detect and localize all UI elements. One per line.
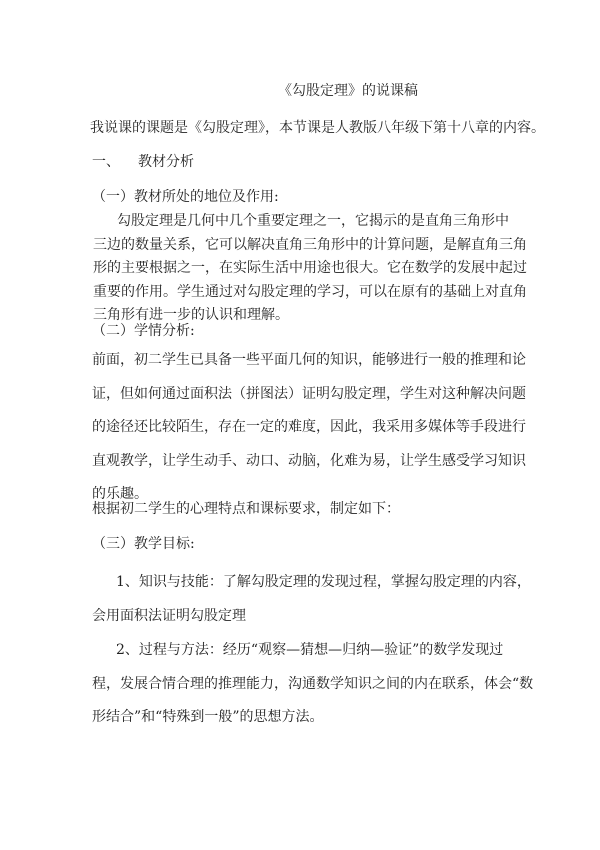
section-heading-1 bbox=[92, 151, 194, 171]
intro-paragraph: 我说课的课题是《勾股定理》，本节课是人教版八年级下第十八章的内容。 bbox=[90, 120, 545, 136]
text-line: 三边的数量关系，它可以解决直角三角形中的计算问题，是解直角三角 bbox=[93, 236, 527, 253]
text-line: 形的主要根据之一，在实际生活中用途也很大。它在数学的发展中起过 bbox=[93, 260, 527, 276]
subsection-heading-3: （三）教学目标: bbox=[92, 536, 195, 552]
text-line: 前面，初二学生已具备一些平面几何的知识，能够进行一般的推理和论 bbox=[92, 352, 526, 368]
section-title: 教材分析 bbox=[138, 154, 194, 170]
text-line: 重要的作用。学生通过对勾股定理的学习，可以在原有的基础上对直角 bbox=[93, 283, 527, 300]
text-line: 的途径还比较陌生，存在一定的难度，因此，我采用多媒体等手段进行 bbox=[92, 419, 526, 435]
text-line: 直观教学，让学生动手、动口、动脑，化难为易，让学生感受学习知识 bbox=[92, 452, 526, 469]
goal-process-methods bbox=[92, 634, 533, 735]
text-line: 证，但如何通过面积法（拼图法）证明勾股定理，学生对这种解决问题 bbox=[92, 385, 526, 402]
document-title: 《勾股定理》的说课稿 bbox=[278, 83, 418, 99]
text-line: 2、过程与方法：经历“观察—猜想—归纳—验证”的数学发现过 bbox=[116, 642, 504, 658]
paragraph-textbook-role bbox=[93, 210, 557, 328]
text-line: 的乐趣。 bbox=[92, 486, 148, 502]
text-line: 程，发展合情合理的推理能力，沟通数学知识之间的内在联系，体会“数 bbox=[92, 675, 534, 692]
subsection-heading-1: （一）教材所处的地位及作用: bbox=[92, 189, 279, 205]
subsection-heading-2: （二）学情分析: bbox=[92, 323, 195, 339]
section-number: 一、 bbox=[92, 154, 120, 170]
goal-knowledge-skills bbox=[92, 566, 531, 633]
text-line: 三角形有进一步的认识和理解。 bbox=[93, 307, 289, 323]
basis-paragraph: 根据初二学生的心理特点和课标要求，制定如下： bbox=[92, 501, 400, 517]
paragraph-student-analysis bbox=[92, 344, 526, 512]
text-line: 勾股定理是几何中几个重要定理之一，它揭示的是直角三角形中 bbox=[117, 213, 509, 229]
text-line: 形结合”和“特殊到一般”的思想方法。 bbox=[92, 709, 324, 725]
text-line: 会用面积法证明勾股定理 bbox=[92, 607, 246, 624]
text-line: 1、知识与技能：了解勾股定理的发现过程，掌握勾股定理的内容， bbox=[116, 574, 531, 590]
